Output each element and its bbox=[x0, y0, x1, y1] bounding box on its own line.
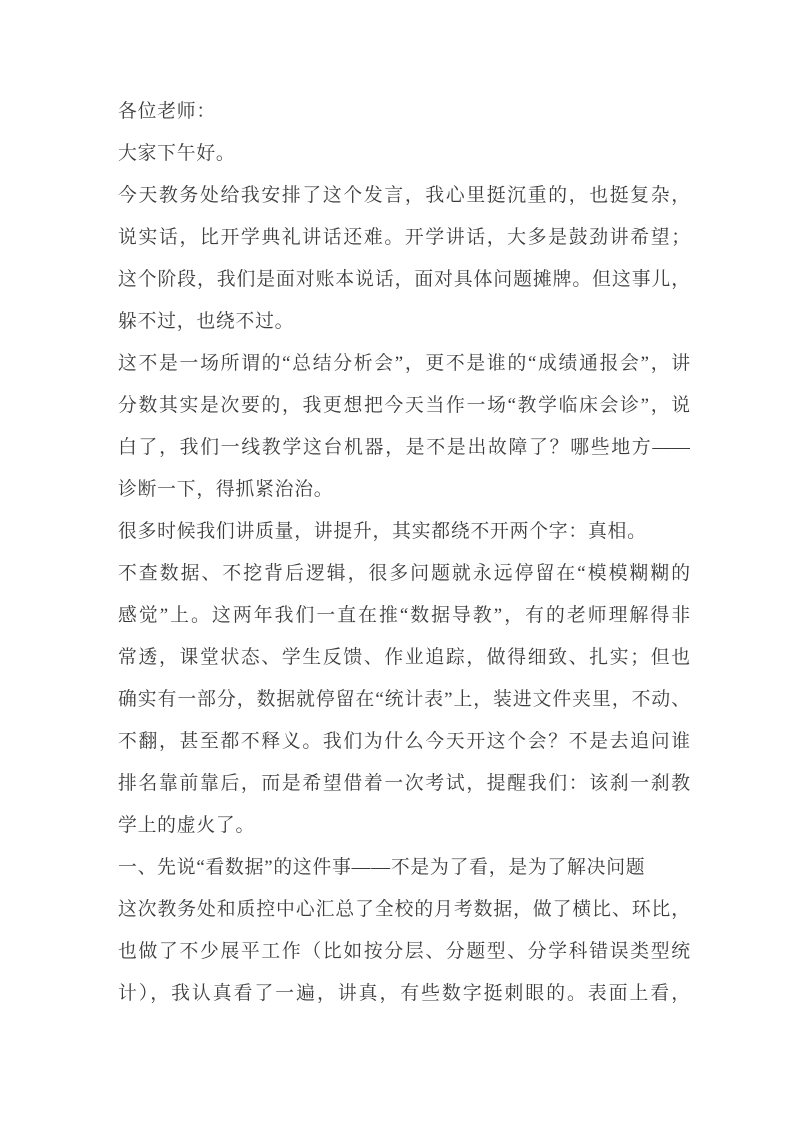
text-line: 说实话，比开学典礼讲话还难。开学讲话，大多是鼓劲讲希望； bbox=[118, 227, 690, 248]
text-line: 也做了不少展平工作（比如按分层、分题型、分学科错误类型统 bbox=[118, 941, 690, 962]
text-line: 这个阶段，我们是面对账本说话，面对具体问题摊牌。但这事儿， bbox=[118, 269, 690, 290]
text-line: 常透，课堂状态、学生反馈、作业追踪，做得细致、扎实；但也 bbox=[118, 647, 690, 668]
text-line: 各位老师： bbox=[118, 101, 216, 122]
text-line: 大家下午好。 bbox=[118, 143, 236, 164]
text-line: 这不是一场所谓的“总结分析会”，更不是谁的“成绩通报会”，讲 bbox=[118, 353, 690, 374]
document-body bbox=[118, 91, 690, 1015]
text-line: 学上的虚火了。 bbox=[118, 815, 256, 836]
paragraph-salutation bbox=[118, 91, 690, 133]
text-line: 今天教务处给我安排了这个发言，我心里挺沉重的，也挺复杂， bbox=[118, 185, 690, 206]
text-line: 不翻，甚至都不释义。我们为什么今天开这个会？不是去追问谁 bbox=[118, 731, 690, 752]
paragraph-opening bbox=[118, 175, 690, 343]
text-line: 分数其实是次要的，我更想把今天当作一场“教学临床会诊”，说 bbox=[118, 395, 690, 416]
section-heading-line: 一、先说“看数据”的这件事——不是为了看，是为了解决问题 bbox=[118, 857, 646, 878]
paragraph-greeting bbox=[118, 133, 690, 175]
text-line: 这次教务处和质控中心汇总了全校的月考数据，做了横比、环比， bbox=[118, 899, 690, 920]
text-line: 确实有一部分，数据就停留在“统计表”上，装进文件夹里，不动、 bbox=[118, 689, 690, 710]
paragraph-meeting-nature bbox=[118, 343, 690, 511]
paragraph-truth bbox=[118, 511, 690, 553]
text-line: 很多时候我们讲质量，讲提升，其实都绕不开两个字：真相。 bbox=[118, 521, 647, 542]
text-line: 白了，我们一线教学这台机器，是不是出故障了？哪些地方—— bbox=[118, 437, 690, 458]
paragraph-data-practice bbox=[118, 553, 690, 847]
paragraph-section-1-heading bbox=[118, 847, 690, 889]
text-line: 躲不过，也绕不过。 bbox=[118, 311, 295, 332]
text-line: 诊断一下，得抓紧治治。 bbox=[118, 479, 334, 500]
text-line: 排名靠前靠后，而是希望借着一次考试，提醒我们：该刹一刹教 bbox=[118, 773, 690, 794]
text-line: 感觉”上。这两年我们一直在推“数据导教”，有的老师理解得非 bbox=[118, 605, 690, 626]
text-line: 不查数据、不挖背后逻辑，很多问题就永远停留在“模模糊糊的 bbox=[118, 563, 690, 584]
paragraph-data-review bbox=[118, 889, 690, 1015]
text-line: 计），我认真看了一遍，讲真，有些数字挺刺眼的。表面上看， bbox=[118, 983, 690, 1004]
